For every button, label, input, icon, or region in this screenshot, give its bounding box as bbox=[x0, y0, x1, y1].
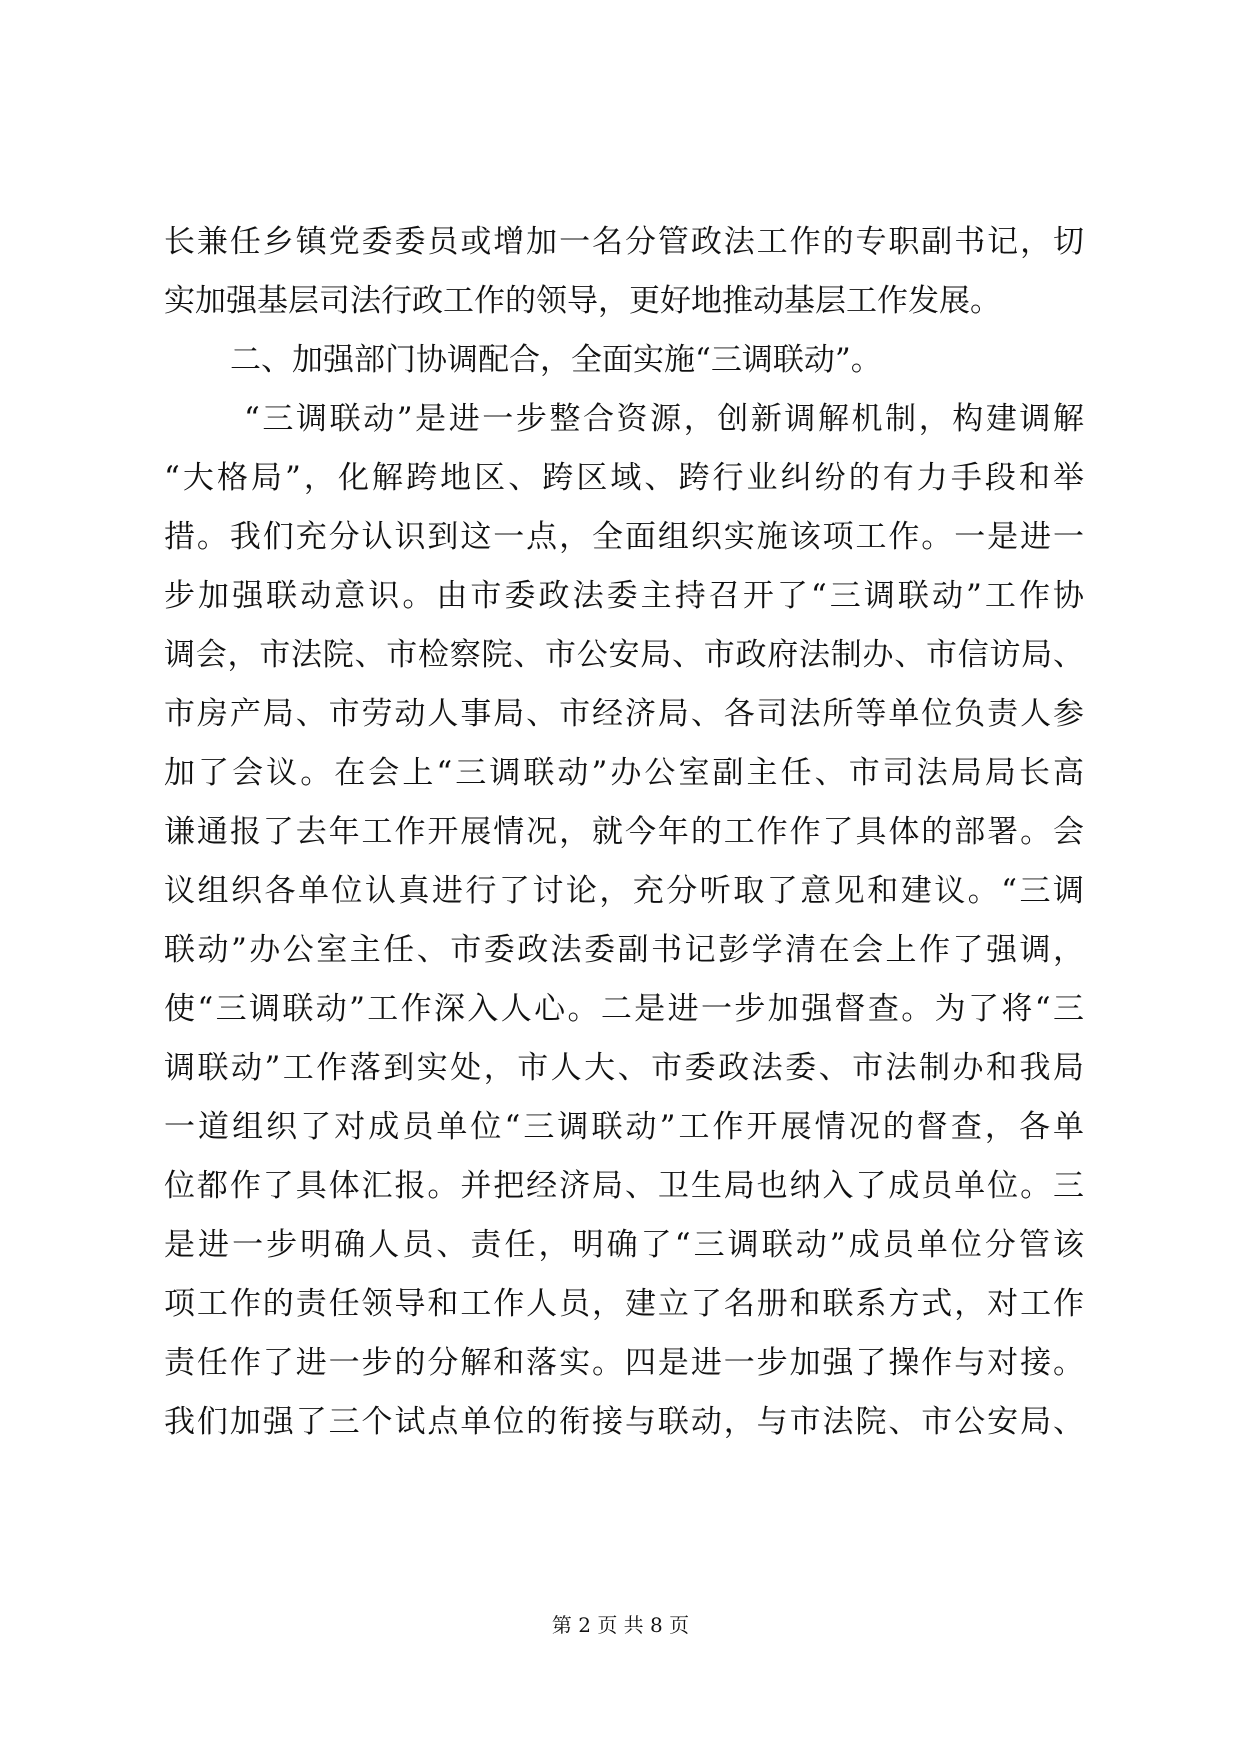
body-line-12: 议组织各单位认真进行了讨论，充分听取了意见和建议。“三调 bbox=[164, 873, 1084, 909]
body-line-18: 是进一步明确人员、责任，明确了“三调联动”成员单位分管该 bbox=[164, 1227, 1084, 1263]
body-line-20: 责任作了进一步的分解和落实。四是进一步加强了操作与对接。 bbox=[164, 1345, 1084, 1381]
body-line-7: 步加强联动意识。由市委政法委主持召开了“三调联动”工作协 bbox=[164, 578, 1084, 614]
body-line-1: 长兼任乡镇党委委员或增加一名分管政法工作的专职副书记，切 bbox=[164, 224, 1084, 260]
page-number-footer: 第 2 页 共 8 页 bbox=[551, 1613, 690, 1637]
body-line-9: 市房产局、市劳动人事局、市经济局、各司法所等单位负责人参 bbox=[164, 696, 1084, 732]
section-heading: 二、加强部门协调配合，全面实施“三调联动”。 bbox=[230, 342, 882, 378]
body-line-17: 位都作了具体汇报。并把经济局、卫生局也纳入了成员单位。三 bbox=[164, 1168, 1084, 1204]
body-line-11: 谦通报了去年工作开展情况，就今年的工作作了具体的部署。会 bbox=[164, 814, 1084, 850]
body-line-19: 项工作的责任领导和工作人员，建立了名册和联系方式，对工作 bbox=[164, 1286, 1084, 1322]
body-line-16: 一道组织了对成员单位“三调联动”工作开展情况的督查，各单 bbox=[164, 1109, 1084, 1145]
body-line-2: 实加强基层司法行政工作的领导，更好地推动基层工作发展。 bbox=[164, 283, 1001, 319]
body-line-8: 调会，市法院、市检察院、市公安局、市政府法制办、市信访局、 bbox=[164, 637, 1084, 673]
body-line-15: 调联动”工作落到实处，市人大、市委政法委、市法制办和我局 bbox=[164, 1050, 1084, 1086]
body-line-13: 联动”办公室主任、市委政法委副书记彭学清在会上作了强调， bbox=[164, 932, 1084, 968]
body-line-10: 加了会议。在会上“三调联动”办公室副主任、市司法局局长高 bbox=[164, 755, 1084, 791]
body-line-21: 我们加强了三个试点单位的衔接与联动，与市法院、市公安局、 bbox=[164, 1404, 1084, 1440]
body-line-6: 措。我们充分认识到这一点，全面组织实施该项工作。一是进一 bbox=[164, 519, 1084, 555]
body-line-4: “三调联动”是进一步整合资源，创新调解机制，构建调解 bbox=[244, 401, 1084, 437]
body-line-5: “大格局”，化解跨地区、跨区域、跨行业纠纷的有力手段和举 bbox=[164, 460, 1084, 496]
body-line-14: 使“三调联动”工作深入人心。二是进一步加强督查。为了将“三 bbox=[164, 991, 1084, 1027]
